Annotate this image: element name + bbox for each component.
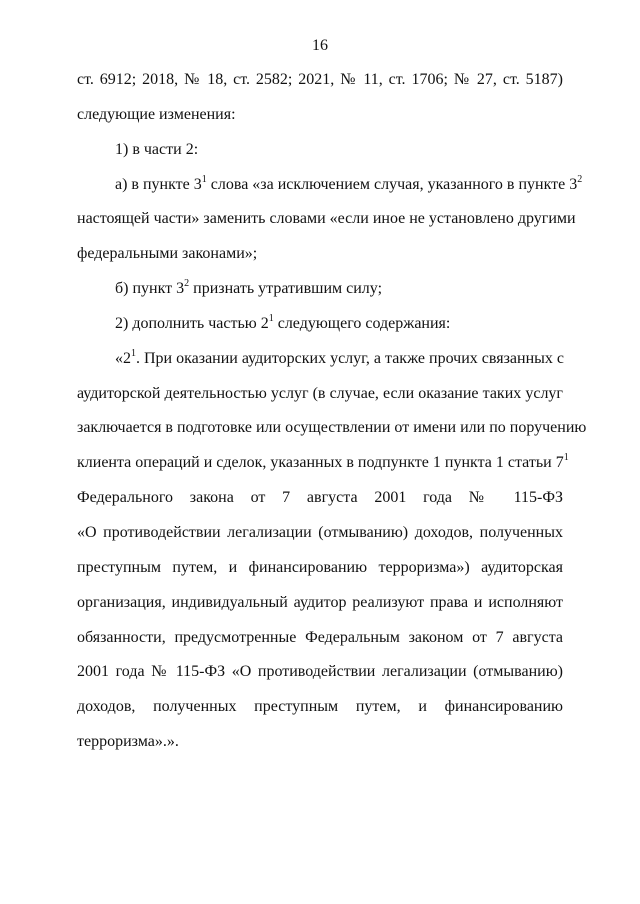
text: заключается в подготовке или осуществлении от имени или по поручению [77, 419, 587, 437]
text-line [77, 551, 563, 586]
text: «О противодействии легализации (отмыванию) доходов, полученных [77, 523, 563, 541]
text: Федерального закона от 7 августа 2001 года № 115-ФЗ [77, 489, 563, 507]
text: аудиторской деятельностью услуг (в случае, если оказание таких услуг [77, 384, 563, 402]
text: 2001 года № 115-ФЗ «О противодействии легализации (отмыванию) [77, 663, 563, 681]
text: федеральными законами»; [77, 245, 258, 263]
list-item-2 [77, 307, 563, 342]
superscript: 2 [184, 278, 190, 290]
text: доходов, полученных преступным путем, и финансированию [77, 698, 563, 716]
text-line [77, 725, 563, 760]
text: следующие изменения: [77, 105, 236, 123]
text: клиента операций и сделок, указанных в подпункте 1 пункта 1 статьи 7 [77, 454, 564, 472]
subitem-b [77, 272, 563, 307]
text: следующего содержания: [273, 314, 451, 332]
quoted-part-start [77, 342, 563, 377]
text-line [77, 621, 563, 656]
text-line [77, 586, 563, 621]
document-body [77, 63, 587, 760]
text-line [77, 202, 576, 237]
text: настоящей части» заменить словами «если иное не установлено другими [77, 210, 576, 228]
text-line [77, 411, 587, 446]
text: обязанности, предусмотренные Федеральным законом от 7 августа [77, 628, 563, 646]
text: 1) в части 2: [115, 140, 199, 158]
text: преступным путем, и финансированию терроризма») аудиторская [77, 558, 563, 576]
text: а) в пункте 3 [115, 175, 202, 193]
superscript: 1 [131, 347, 136, 359]
text: . При оказании аудиторских услуг, а также прочих связанных с [136, 349, 564, 367]
text-line [77, 237, 563, 272]
superscript: 2 [577, 173, 583, 185]
text-line [77, 690, 563, 725]
text-line [77, 63, 563, 98]
text: б) пункт 3 [115, 280, 185, 298]
list-item-1 [77, 133, 563, 168]
text-line [77, 446, 569, 481]
superscript: 1 [201, 173, 207, 185]
text-line [77, 655, 563, 690]
text-line [77, 516, 563, 551]
text: «2 [115, 349, 131, 367]
text-line [77, 98, 563, 133]
text: 2) дополнить частью 2 [115, 314, 269, 332]
text: терроризма».». [77, 733, 179, 751]
page-number: 16 [312, 37, 328, 54]
text-line [77, 377, 563, 412]
text: ст. 6912; 2018, № 18, ст. 2582; 2021, № 11, ст. 1706; № 27, ст. 5187) [77, 71, 563, 88]
text: признать утратившим силу; [189, 280, 383, 298]
superscript: 1 [563, 452, 569, 464]
text: слова «за исключением случая, указанного в пункте 3 [206, 175, 578, 193]
text-line [77, 481, 563, 516]
superscript: 1 [268, 312, 274, 324]
text: организация, индивидуальный аудитор реализуют права и исполняют [77, 593, 563, 611]
subitem-a [77, 168, 583, 203]
